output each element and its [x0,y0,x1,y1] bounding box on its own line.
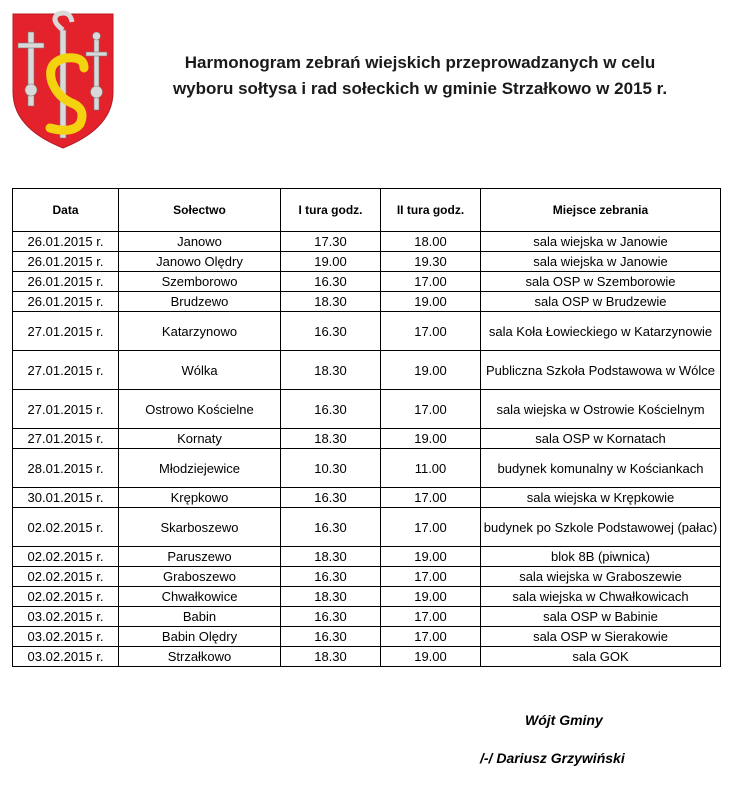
cell-place: sala wiejska w Krępkowie [481,488,721,508]
header-place: Miejsce zebrania [481,189,721,232]
cell-place: budynek po Szkole Podstawowej (pałac) [481,508,721,547]
table-header-row [13,189,721,232]
signature-role: Wójt Gminy [525,712,603,728]
cell-village: Kornaty [119,429,281,449]
cell-tura-1: 18.30 [281,351,381,390]
cell-tura-2: 17.00 [381,272,481,292]
signature-name: /-/ Dariusz Grzywiński [480,750,625,766]
table-row [13,627,721,647]
cell-date: 30.01.2015 r. [13,488,119,508]
cell-tura-2: 17.00 [381,627,481,647]
cell-village: Strzałkowo [119,647,281,667]
cell-tura-1: 19.00 [281,252,381,272]
cell-place: Publiczna Szkoła Podstawowa w Wólce [481,351,721,390]
header-date: Data [13,189,119,232]
cell-place: sala OSP w Sierakowie [481,627,721,647]
cell-date: 03.02.2015 r. [13,607,119,627]
cell-date: 27.01.2015 r. [13,390,119,429]
cell-tura-2: 19.00 [381,647,481,667]
cell-tura-1: 16.30 [281,508,381,547]
table-row [13,607,721,627]
cell-village: Szemborowo [119,272,281,292]
cell-date: 02.02.2015 r. [13,567,119,587]
table-row [13,272,721,292]
cell-tura-1: 16.30 [281,488,381,508]
cell-village: Katarzynowo [119,312,281,351]
cell-tura-1: 16.30 [281,607,381,627]
table-row [13,252,721,272]
schedule-table [12,188,721,667]
title-line-2: wyboru sołtysa i rad sołeckich w gminie Strzałkowo w 2015 r. [172,79,668,98]
coat-of-arms-icon [10,10,116,150]
header-tura-1: I tura godz. [281,189,381,232]
cell-date: 27.01.2015 r. [13,312,119,351]
cell-place: sala wiejska w Ostrowie Kościelnym [481,390,721,429]
cell-village: Młodziejewice [119,449,281,488]
cell-date: 02.02.2015 r. [13,547,119,567]
cell-tura-2: 19.00 [381,547,481,567]
table-row [13,232,721,252]
cell-tura-2: 19.00 [381,587,481,607]
cell-tura-2: 17.00 [381,312,481,351]
cell-tura-2: 17.00 [381,390,481,429]
cell-tura-2: 18.00 [381,232,481,252]
cell-village: Graboszewo [119,567,281,587]
cell-village: Janowo [119,232,281,252]
table-row [13,390,721,429]
page-title [125,50,715,102]
table-row [13,567,721,587]
header-tura-2: II tura godz. [381,189,481,232]
cell-tura-2: 19.30 [381,252,481,272]
cell-date: 26.01.2015 r. [13,272,119,292]
cell-village: Babin [119,607,281,627]
cell-village: Paruszewo [119,547,281,567]
cell-tura-2: 11.00 [381,449,481,488]
cell-tura-1: 16.30 [281,312,381,351]
cell-place: sala OSP w Brudzewie [481,292,721,312]
table-row [13,429,721,449]
table-row [13,508,721,547]
cell-village: Krępkowo [119,488,281,508]
cell-village: Janowo Olędry [119,252,281,272]
header-solectwo: Sołectwo [119,189,281,232]
table-row [13,488,721,508]
table-row [13,351,721,390]
cell-tura-1: 18.30 [281,429,381,449]
cell-place: sala wiejska w Janowie [481,252,721,272]
cell-tura-1: 18.30 [281,292,381,312]
table-row [13,587,721,607]
table-row [13,449,721,488]
cell-village: Chwałkowice [119,587,281,607]
cell-tura-1: 16.30 [281,390,381,429]
cell-place: blok 8B (piwnica) [481,547,721,567]
cell-tura-1: 16.30 [281,272,381,292]
cell-village: Skarboszewo [119,508,281,547]
cell-place: sala wiejska w Chwałkowicach [481,587,721,607]
cell-date: 26.01.2015 r. [13,232,119,252]
cell-place: sala GOK [481,647,721,667]
cell-tura-2: 17.00 [381,508,481,547]
cell-tura-1: 10.30 [281,449,381,488]
cell-place: sala wiejska w Janowie [481,232,721,252]
cell-village: Brudzewo [119,292,281,312]
cell-place: budynek komunalny w Kościankach [481,449,721,488]
cell-date: 26.01.2015 r. [13,292,119,312]
cell-tura-1: 17.30 [281,232,381,252]
cell-village: Wólka [119,351,281,390]
cell-date: 28.01.2015 r. [13,449,119,488]
cell-date: 02.02.2015 r. [13,587,119,607]
cell-date: 03.02.2015 r. [13,627,119,647]
cell-place: sala Koła Łowieckiego w Katarzynowie [481,312,721,351]
cell-date: 03.02.2015 r. [13,647,119,667]
cell-place: sala OSP w Kornatach [481,429,721,449]
cell-tura-2: 17.00 [381,607,481,627]
cell-tura-2: 17.00 [381,567,481,587]
cell-tura-1: 18.30 [281,587,381,607]
cell-date: 27.01.2015 r. [13,429,119,449]
cell-date: 02.02.2015 r. [13,508,119,547]
cell-tura-2: 19.00 [381,429,481,449]
cell-tura-2: 19.00 [381,292,481,312]
cell-tura-1: 16.30 [281,567,381,587]
cell-place: sala OSP w Szemborowie [481,272,721,292]
table-row [13,647,721,667]
title-line-1: Harmonogram zebrań wiejskich przeprowadzanych w celu [184,53,656,72]
cell-place: sala wiejska w Graboszewie [481,567,721,587]
cell-place: sala OSP w Babinie [481,607,721,627]
cell-village: Ostrowo Kościelne [119,390,281,429]
cell-tura-1: 18.30 [281,547,381,567]
table-row [13,292,721,312]
cell-date: 26.01.2015 r. [13,252,119,272]
table-row [13,547,721,567]
cell-tura-2: 17.00 [381,488,481,508]
cell-village: Babin Olędry [119,627,281,647]
cell-tura-2: 19.00 [381,351,481,390]
cell-tura-1: 16.30 [281,627,381,647]
cell-tura-1: 18.30 [281,647,381,667]
table-row [13,312,721,351]
cell-date: 27.01.2015 r. [13,351,119,390]
